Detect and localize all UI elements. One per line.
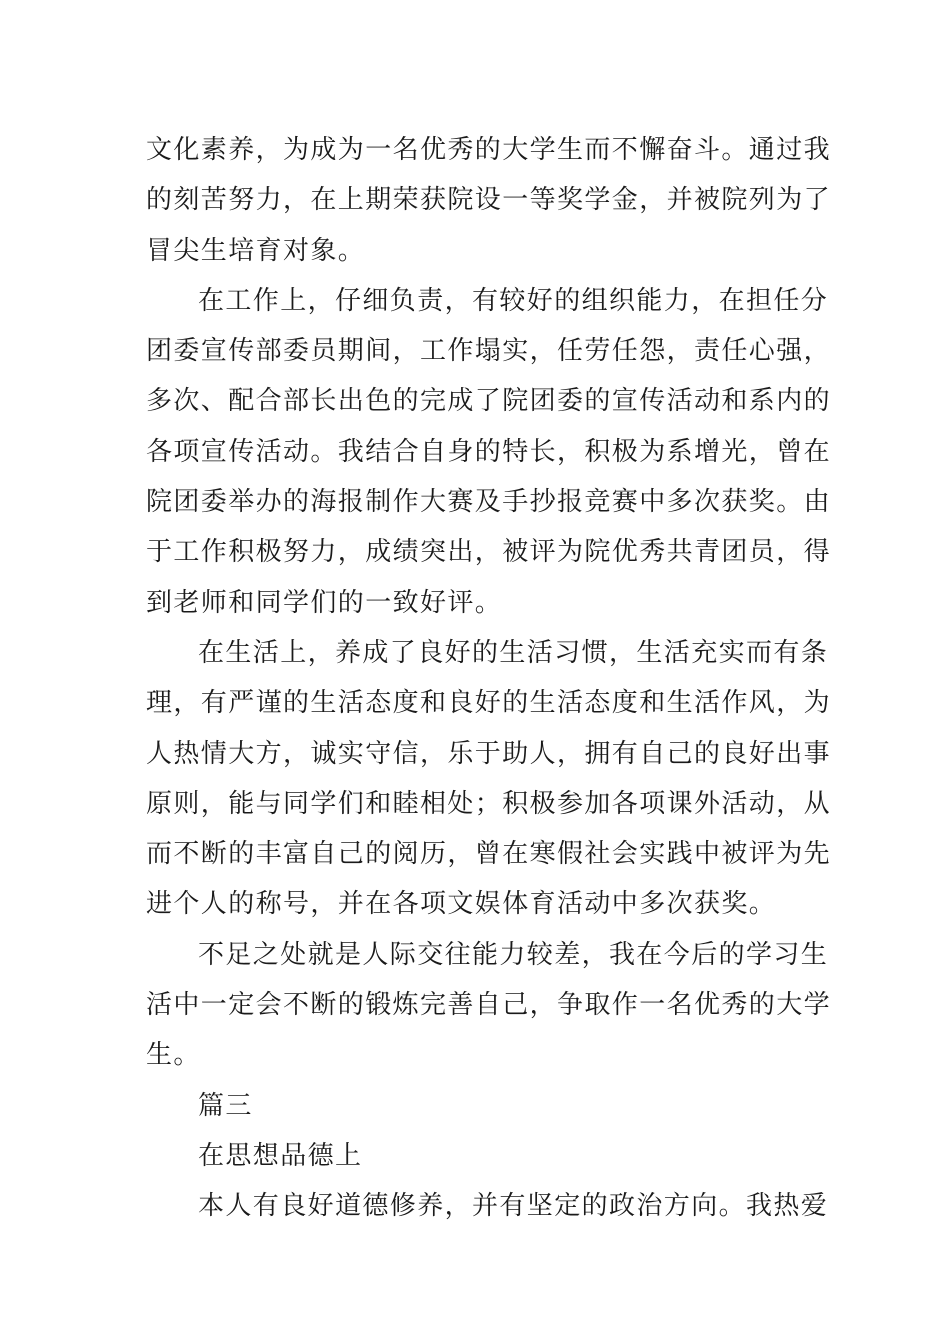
- paragraph-3: [146, 628, 832, 930]
- section-heading: [146, 1081, 808, 1131]
- text-line: 在工作上，仔细负责，有较好的组织能力，在担任分: [198, 285, 829, 316]
- text-line: 进个人的称号，并在各项文娱体育活动中多次获奖。: [146, 889, 777, 920]
- text-line: 不足之处就是人际交往能力较差，我在今后的学习生: [198, 939, 829, 970]
- text-line: 院团委举办的海报制作大赛及手抄报竞赛中多次获奖。由: [146, 487, 832, 518]
- paragraph-2: [146, 276, 832, 628]
- text-line: 在生活上，养成了良好的生活习惯，生活充实而有条: [198, 637, 829, 668]
- document-body: [146, 125, 832, 1232]
- text-line: 多次、配合部长出色的完成了院团委的宣传活动和系内的: [146, 386, 832, 417]
- text-line: 而不断的丰富自己的阅历，曾在寒假社会实践中被评为先: [146, 839, 832, 870]
- text-line: 本人有良好道德修养，并有坚定的政治方向。我热爱: [198, 1191, 829, 1222]
- text-line: 的刻苦努力，在上期荣获院设一等奖学金，并被院列为了: [146, 185, 832, 216]
- text-line: 在思想品德上: [198, 1140, 363, 1171]
- paragraph-4: [146, 930, 832, 1081]
- text-line: 理，有严谨的生活态度和良好的生活态度和生活作风，为: [146, 688, 832, 719]
- paragraph-1: [146, 125, 832, 276]
- text-line: 于工作积极努力，成绩突出，被评为院优秀共青团员，得: [146, 537, 832, 568]
- text-line: 团委宣传部委员期间，工作塌实，任劳任怨，责任心强，: [146, 336, 832, 367]
- subsection-heading: [146, 1131, 808, 1181]
- text-line: 人热情大方，诚实守信，乐于助人，拥有自己的良好出事: [146, 738, 832, 769]
- text-line: 到老师和同学们的一致好评。: [146, 587, 503, 618]
- text-line: 篇三: [198, 1090, 253, 1121]
- text-line: 文化素养，为成为一名优秀的大学生而不懈奋斗。通过我: [146, 135, 832, 165]
- text-line: 冒尖生培育对象。: [146, 235, 366, 266]
- text-line: 生。: [146, 1040, 201, 1071]
- paragraph-7: [146, 1181, 829, 1231]
- text-line: 原则，能与同学们和睦相处；积极参加各项课外活动，从: [146, 788, 832, 819]
- text-line: 各项宣传活动。我结合自身的特长，积极为系增光，曾在: [146, 436, 832, 467]
- text-line: 活中一定会不断的锻炼完善自己，争取作一名优秀的大学: [146, 990, 832, 1021]
